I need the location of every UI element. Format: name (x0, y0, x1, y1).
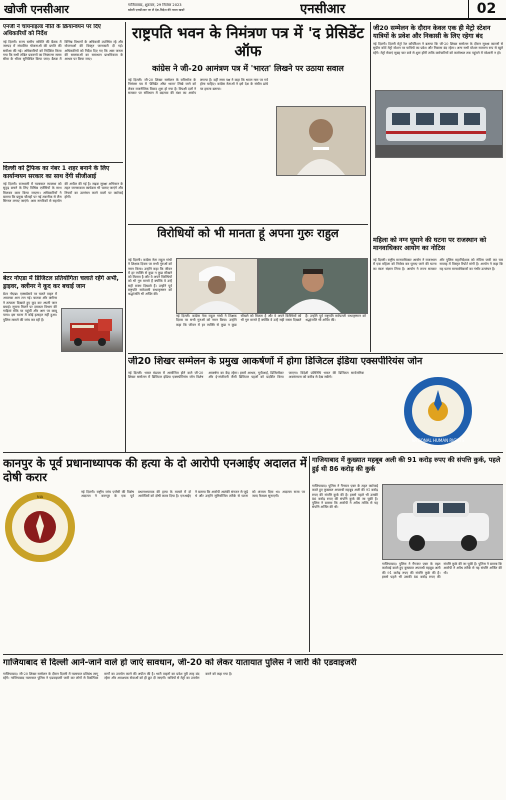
g20-digital-headline: जी20 शिखर सम्मेलन के प्रमुख आकर्षणों में होगा डिजिटल इंडिया एक्सपीरियंस जोन (128, 356, 423, 367)
masthead-brand: खोजी एनसीआर (4, 3, 69, 16)
col1-mid-headline: दिल्ली को ट्रैफिक का नंबर 1 शहर बनाने के लिए कार्यान्वयन सरकार का साथ देंगी सीजीआई (3, 165, 110, 180)
president-headline: राष्ट्रपति भवन के निमंत्रण पत्र में 'द प्रेसिडेंट ऑफ (132, 24, 364, 60)
right-top-story (373, 24, 503, 234)
col1-mid-story (3, 165, 123, 270)
metro-train-photo (375, 90, 503, 158)
rahul-body-left: नई दिल्ली। कांग्रेस नेता राहुल गांधी ने शिक्षक दिवस पर सभी गुरुओं को नमन किया। उन्होंने कहा कि जीवन में हर व्यक्ति से कुछ न कुछ सीखने को मिलता है और वे अपने विरोधियों को भी गुरु मानते हैं क्योंकि वे उन्हें सही रास्ता दिखाते हैं। उन्होंने पूर्व राष्ट्रपति सर्वपल्ली राधाकृष्णन को श्रद्धांजलि भी अर्पित की। (128, 258, 172, 297)
dateline-text: गाजियाबाद, शुक्रवार, 29 सितंबर 2023 (128, 3, 182, 7)
g20-digital-story (128, 356, 503, 450)
congress-subheadline: कांग्रेस ने जी-20 आमंत्रण पत्र में 'भारत' लिखने पर उठाया सवाल (152, 64, 344, 73)
property-body-cont: गाजियाबाद। पुलिस ने गैंगस्टर एक्ट के तहत कार्रवाई करते हुए कुख्यात अपराधी महबूब अली की 91 करोड़ रुपए की संपत्ति कुर्क की है। इससे पहले भी उसकी 86 करोड़ रुपए की संपत्ति कुर्क की जा चुकी है। पुलिस ने बताया कि आरोपी ने अवैध तरीके से यह संपत्ति अर्जित की थी। (382, 562, 502, 579)
col1-top-body: नई दिल्ली। राज्य स्तरीय समिति की बैठक में जनपद में संचालित योजनाओं की प्रगति की समीक्षा की गई। अधिकारियों को निर्देशित किया गया कि सभी लंबित प्रकरणों का निस्तारण समय सीमा के भीतर सुनिश्चित किया जाए। बैठक में विभिन्न विभागों के अधिकारी उपस्थित रहे और योजनाओं की विस्तृत जानकारी दी गई। अधिकारियों को निर्देश दिए गए कि आम जनता की समस्याओं का समाधान प्राथमिकता के आधार पर किया जाए। (3, 40, 123, 62)
svg-text:NIA: NIA (36, 495, 44, 499)
rahul-headline: विरोधियों को भी मानता हूं अपना गुरुः राहुल (157, 226, 339, 240)
rahul-body-cont: नई दिल्ली। कांग्रेस नेता राहुल गांधी ने शिक्षक दिवस पर सभी गुरुओं को नमन किया। उन्होंने कहा कि जीवन में हर व्यक्ति से कुछ न कुछ सीखने को मिलता है और वे अपने विरोधियों को भी गुरु मानते हैं क्योंकि वे उन्हें सही रास्ता दिखाते हैं। उन्होंने पूर्व राष्ट्रपति सर्वपल्ली राधाकृष्णन को श्रद्धांजलि भी अर्पित की। (176, 314, 366, 327)
kanpur-body: नई दिल्ली। राष्ट्रीय जांच एजेंसी की विशेष अदालत ने कानपुर के एक पूर्व प्रधानाध्यापक की हत्या के मामले में दो आरोपियों को दोषी करार दिया है। एनआईए ने बताया कि आरोपी आतंकी संगठन से जुड़े थे और उन्होंने सुनियोजित तरीके से घटना को अंजाम दिया था। अदालत सजा पर जल्द फैसला सुनाएगी। (81, 490, 305, 499)
top-center-story (128, 22, 368, 222)
col1-mid-body: नई दिल्ली। राजधानी में यातायात व्यवस्था को सुदृढ़ बनाने के लिए विभिन्न एजेंसियों के साथ मिलकर काम किया जाएगा। अधिकारियों ने बताया कि प्रमुख चौराहों पर नई तकनीक से लैस सिग्नल लगाए जाएंगे। आम नागरिकों से सहयोग की अपील की गई है। सड़क सुरक्षा अभियान के तहत जागरूकता कार्यक्रम भी चलाए जाएंगे और नियमों का उल्लंघन करने वालों पर कार्रवाई होगी। (3, 182, 123, 204)
nhrc-headline: महिला को नग्न घुमाने की घटना पर राजस्थान को मानवाधिकार आयोग का नोटिस (373, 236, 487, 252)
col1-bottom-story (3, 275, 123, 450)
traffic-advisory-story (3, 658, 503, 796)
fire-truck-photo (61, 308, 123, 352)
traffic-body: गाजियाबाद। जी-20 शिखर सम्मेलन के दौरान दिल्ली में यातायात प्रतिबंध लागू रहेंगे। गाजियाबाद यातायात पुलिस ने एडवाइजरी जारी कर लोगों से वैकल्पिक मार्गों का उपयोग करने की अपील की है। भारी वाहनों का प्रवेश पूरी तरह बंद रहेगा और आवश्यक सेवाओं को ही छूट दी जाएगी। यात्रियों से मेट्रो का उपयोग करने को कहा गया है। (3, 672, 233, 681)
nhrc-logo (378, 374, 498, 448)
property-car-photo (382, 484, 503, 560)
masthead (0, 0, 506, 20)
metro-headline: जी20 सम्मेलन के दौरान केवल एक ही मेट्रो स्टेशन यात्रियों के प्रवेश और निकासी के लिए रहेगा बंद (373, 24, 491, 40)
leader-photo (276, 106, 366, 176)
col1-top-story (3, 24, 123, 160)
col1-top-headline: एनजी ने चायनाइल्ड नीति के क्रियान्वयन पर दिए अधिकारियों को निर्देश (3, 24, 101, 37)
property-headline: गाजियाबाद में कुख्यात महबूब अली की 91 करोड़ रुपए की संपत्ति कुर्क, पहले हुई थी 86 करोड़ की कुर्क (312, 456, 501, 473)
masthead-dateline (128, 3, 278, 17)
col1-bottom-headline: बेटर नोएडा में डिजिटल प्रतियोगिता चलाते रहेंगे अभी, ड्राइवर, क्लीनर ने कूद कर बचाई जान (3, 275, 119, 290)
rahul-photo (258, 258, 368, 314)
g20-digital-body: नई दिल्ली। भारत मंडपम में आयोजित होने वाले जी-20 शिखर सम्मेलन में डिजिटल इंडिया एक्सपीरियंस जोन विशेष आकर्षण का केंद्र रहेगा। इसमें आधार, यूपीआई, डिजिलॉकर और ई-संजीवनी जैसी डिजिटल पहलों को प्रदर्शित किया जाएगा। विदेशी प्रतिनिधि भारत की डिजिटल सार्वजनिक अवसंरचना को करीब से देख सकेंगे। (128, 371, 364, 380)
nhrc-body-block (373, 258, 503, 352)
kanpur-story (3, 456, 307, 652)
page-number: 02 (468, 0, 504, 19)
metro-body-top: नई दिल्ली। दिल्ली मेट्रो रेल कॉर्पोरेशन ने बताया कि जी-20 शिखर सम्मेलन के दौरान सुरक्षा कारणों से सुप्रीम कोर्ट मेट्रो स्टेशन पर यात्रियों का प्रवेश और निकास बंद रहेगा। अन्य सभी स्टेशन सामान्य रूप से खुले रहेंगे। मेट्रो सेवाएं सुबह चार बजे से शुरू होंगी ताकि कर्मचारियों को कार्यस्थल तक पहुंचने में परेशानी न हो। (373, 42, 503, 55)
top-center-body: नई दिल्ली। जी-20 शिखर सम्मेलन के रात्रिभोज के निमंत्रण पत्र में 'प्रेसिडेंट ऑफ भारत' लिखे जाने को लेकर राजनीतिक विवाद शुरू हो गया है। विपक्षी दलों ने सरकार पर संविधान में बदलाव की मंशा का आरोप लगाया है। वहीं सत्ता पक्ष ने कहा कि भारत नाम पर गर्व होना चाहिए। कांग्रेस नेताओं ने इसे देश के संघीय ढांचे पर हमला बताया। (128, 78, 268, 95)
tagline-text: खोजी एनसीआर पर लें देश-विदेश की ताजा खबरें (128, 8, 185, 12)
property-story (312, 456, 503, 652)
traffic-headline: गाजियाबाद से दिल्ली आने-जाने वाले हो जाएं सावधान, जी-20 को लेकर यातायात पुलिस ने जारी की एडवाइजरी (3, 658, 357, 668)
property-body: गाजियाबाद। पुलिस ने गैंगस्टर एक्ट के तहत कार्रवाई करते हुए कुख्यात अपराधी महबूब अली की 91 करोड़ रुपए की संपत्ति कुर्क की है। इससे पहले भी उसकी 86 करोड़ रुपए की संपत्ति कुर्क की जा चुकी है। पुलिस ने बताया कि आरोपी ने अवैध तरीके से यह संपत्ति अर्जित की थी। (312, 484, 378, 510)
nia-logo (3, 490, 77, 564)
section-title: एनसीआर (300, 2, 346, 17)
radhakrishnan-photo (176, 258, 258, 314)
col1-bottom-body: ग्रेटर नोएडा। एक्सप्रेसवे पर चलते वाहन में अचानक आग लग गई। चालक और क्लीनर ने तत्परता दिखाते हुए कूद कर अपनी जान बचाई। सूचना मिलने पर दमकल विभाग की गाड़ियां मौके पर पहुंचीं और आग पर काबू पाया। इस घटना में कोई हताहत नहीं हुआ। पुलिस मामले की जांच कर रही है। (3, 292, 57, 322)
nhrc-body: नई दिल्ली। राष्ट्रीय मानवाधिकार आयोग ने राजस्थान में एक महिला को निर्वस्त्र कर घुमाए जाने की घटना का स्वतः संज्ञान लिया है। आयोग ने राज्य सरकार और पुलिस महानिदेशक को नोटिस जारी कर चार सप्ताह में विस्तृत रिपोर्ट मांगी है। आयोग ने कहा कि यह घटना मानवाधिकारों का गंभीर उल्लंघन है। (373, 258, 503, 271)
kanpur-headline: कानपुर के पूर्व प्रधानाध्यापक की हत्या के दो आरोपी एनआईए अदालत में दोषी करार (3, 456, 307, 484)
rahul-story (128, 226, 368, 352)
svg-text:NATIONAL HUMAN RIGHTS: NATIONAL HUMAN RIGHTS (411, 438, 465, 443)
